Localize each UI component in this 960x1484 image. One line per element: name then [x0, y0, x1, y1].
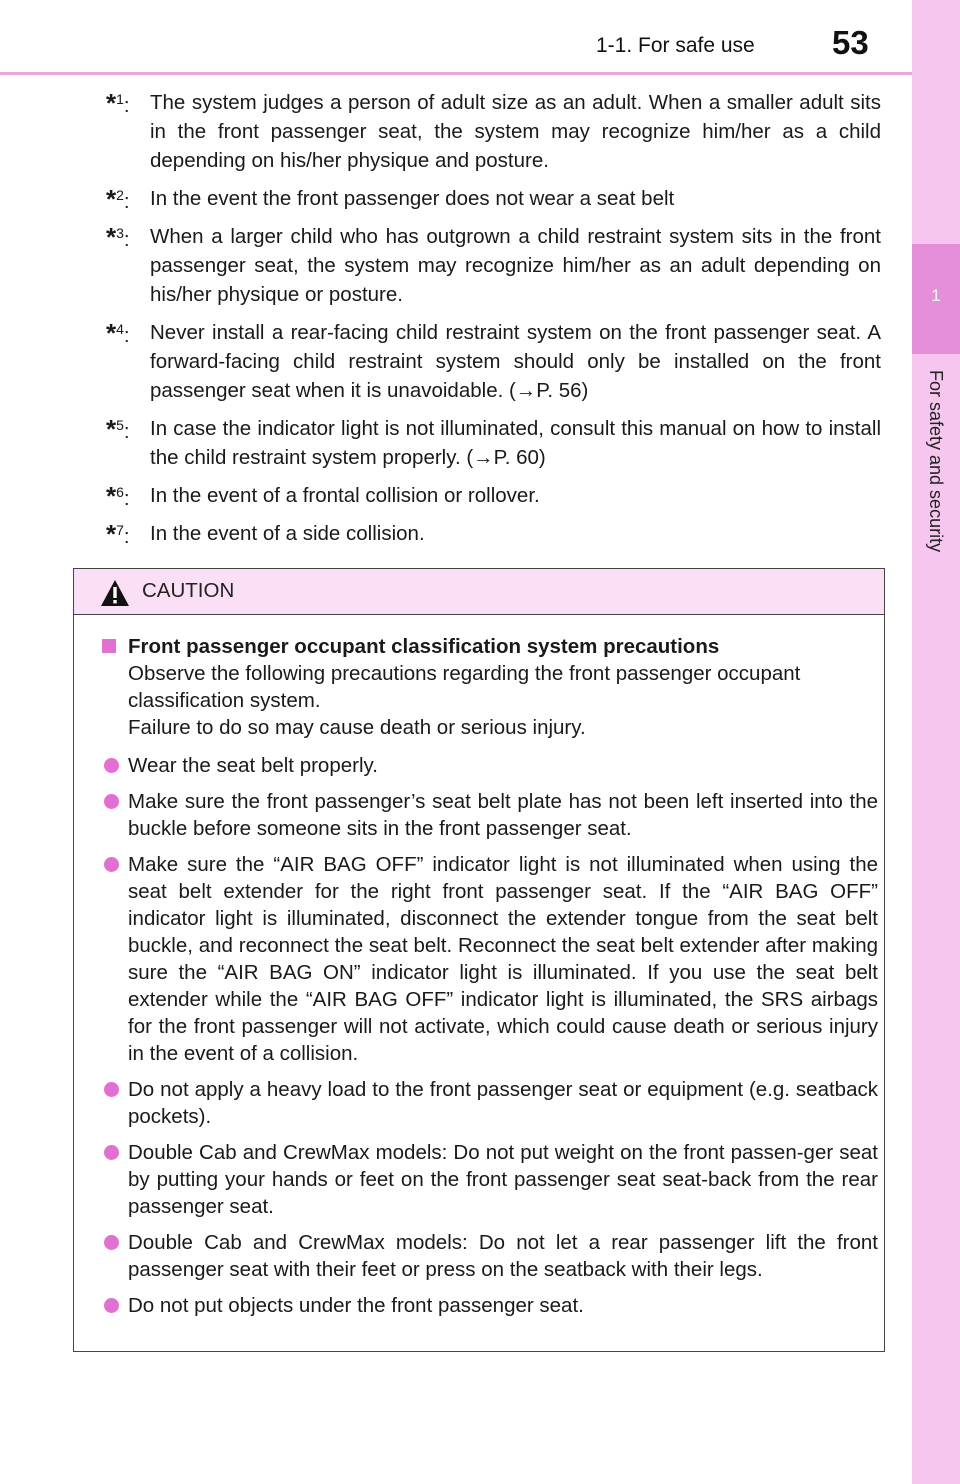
footnote-marker: *$^3$: — [106, 222, 130, 252]
caution-box — [73, 568, 885, 1352]
caution-bullet: Double Cab and CrewMax models: Do not let a rear passenger lift the front passenger seat with their feet or press on the seatback with their legs. — [102, 1229, 878, 1283]
chapter-number: 1 — [931, 286, 941, 305]
chapter-title-text: For safety and security — [926, 370, 946, 553]
caution-body — [102, 633, 878, 1328]
bullet-dot-icon — [104, 857, 119, 872]
caution-bullet: Wear the seat belt properly. — [102, 752, 878, 779]
footnote-text: In the event of a frontal collision or rollover. — [150, 484, 540, 507]
caution-intro: Observe the following precautions regarding the front passenger occupant classification system. Failure to do so may cause death or serious injury. — [128, 662, 801, 739]
footnote-marker: *$^5$: — [106, 414, 130, 444]
footnote-text: Never install a rear-facing child restraint system on the front passenger seat. A forward-facing child restraint system should only be installed on the front passenger seat when it is unavoidable. (→P. 56) — [150, 321, 881, 402]
bullet-dot-icon — [104, 1145, 119, 1160]
footnote-text: When a larger child who has outgrown a child restraint system sits in the front passenger seat, the system may recognize him/her as an adult depending on his/her physique or posture. — [150, 225, 881, 306]
footnote-7 — [106, 519, 881, 548]
footnote-text: The system judges a person of adult size as an adult. When a smaller adult sits in the front passenger seat, the system may recognize him/her as a child depending on his/her physique and posture. — [150, 91, 881, 172]
bullet-dot-icon — [104, 1082, 119, 1097]
footnote-5 — [106, 414, 881, 472]
bullet-dot-icon — [104, 794, 119, 809]
caution-bullet: Make sure the front passenger’s seat belt plate has not been left inserted into the buckle before someone sits in the front passenger seat. — [102, 788, 878, 842]
footnote-marker: *$^1$: — [106, 88, 130, 118]
bullet-dot-icon — [104, 1235, 119, 1250]
footnote-2 — [106, 184, 881, 213]
caution-heading: Front passenger occupant classification system precautions — [102, 633, 878, 660]
bullet-dot-icon — [104, 758, 119, 773]
footnote-marker: *$^7$: — [106, 519, 130, 549]
footnote-1 — [106, 88, 881, 175]
warning-icon — [100, 579, 130, 607]
caution-bullet: Double Cab and CrewMax models: Do not put weight on the front passen-ger seat by putting your hands or feet on the front passenger seat seat-back from the rear passenger seat. — [102, 1139, 878, 1220]
square-bullet-icon — [102, 639, 116, 653]
chapter-side-tab — [912, 0, 960, 1484]
footnote-6 — [106, 481, 881, 510]
bullet-dot-icon — [104, 1298, 119, 1313]
caution-title: CAUTION — [142, 579, 235, 602]
section-label: 1-1. For safe use — [596, 34, 755, 57]
footnote-3 — [106, 222, 881, 309]
footnote-marker: *$^6$: — [106, 481, 130, 511]
caution-bullet: Make sure the “AIR BAG OFF” indicator light is not illuminated when using the seat belt extender for the right front passenger seat. If the “AIR BAG OFF” indicator light is illuminated, disconnect the extender tongue from the seat belt buckle, and reconnect the seat belt. Reconnect the seat belt extender after making sure the “AIR BAG ON” indicator light is illuminated. If you use the seat belt extender while the “AIR BAG OFF” indicator light is illuminated, the SRS airbags for the front passenger will not activate, which could cause death or serious injury in the event of a collision. — [102, 851, 878, 1067]
footnote-marker: *$^2$: — [106, 184, 130, 214]
header-rule — [0, 72, 912, 75]
caution-header — [74, 569, 884, 615]
footnote-list — [106, 88, 881, 557]
footnote-text: In the event the front passenger does not wear a seat belt — [150, 187, 675, 210]
footnote-text: In the event of a side collision. — [150, 522, 425, 545]
footnote-4 — [106, 318, 881, 405]
page-number: 53 — [832, 24, 869, 61]
chapter-title — [921, 370, 951, 700]
caution-bullet: Do not put objects under the front passenger seat. — [102, 1292, 878, 1319]
footnote-text: In case the indicator light is not illuminated, consult this manual on how to install the child restraint system properly. (→P. 60) — [150, 417, 881, 469]
footnote-marker: *$^4$: — [106, 318, 130, 348]
caution-bullet: Do not apply a heavy load to the front passenger seat or equipment (e.g. seatback pockets). — [102, 1076, 878, 1130]
